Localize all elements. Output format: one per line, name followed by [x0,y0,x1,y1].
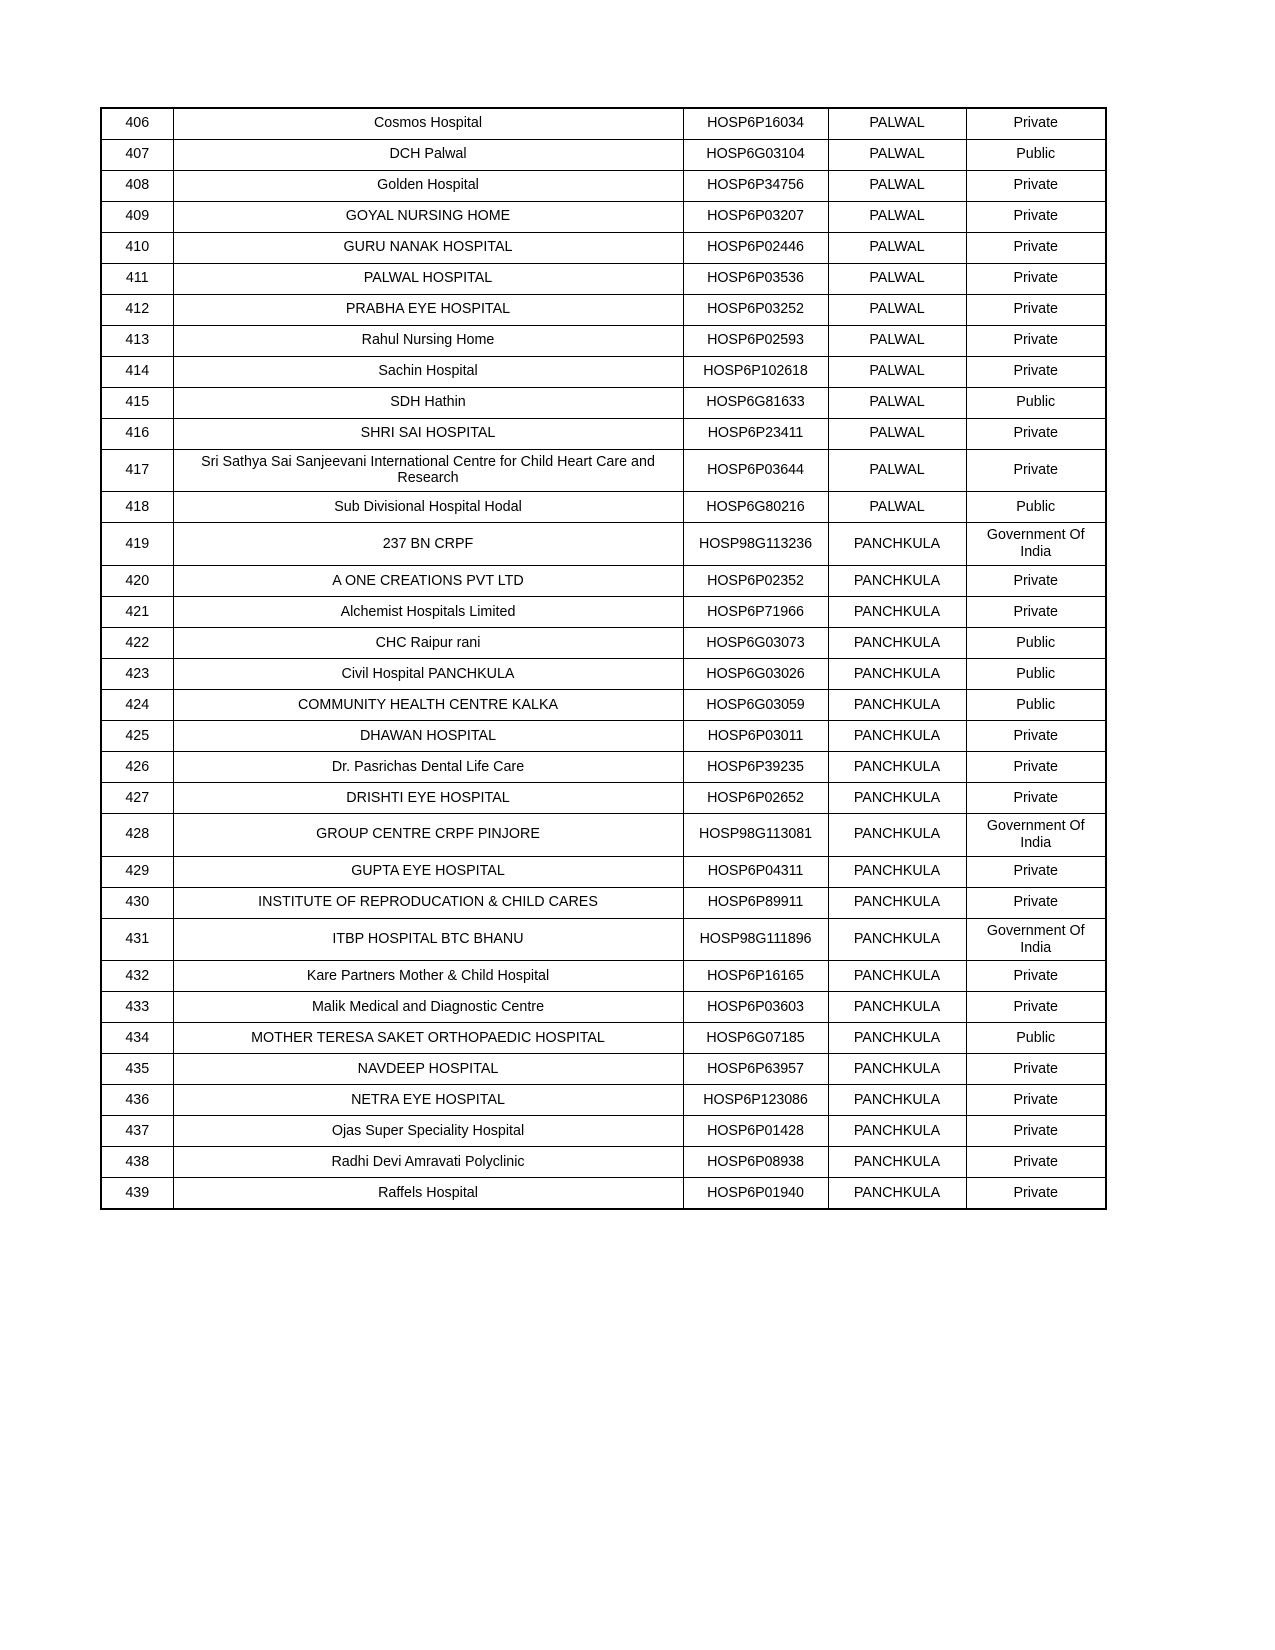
cell-hospital-code: HOSP6G03073 [683,627,828,658]
cell-hospital-name: Malik Medical and Diagnostic Centre [173,992,683,1023]
cell-district: PANCHKULA [828,523,966,566]
cell-hospital-type: Public [966,492,1106,523]
cell-serial-number: 437 [101,1116,173,1147]
cell-hospital-name: DCH Palwal [173,139,683,170]
cell-hospital-code: HOSP6P01428 [683,1116,828,1147]
cell-hospital-name: Ojas Super Speciality Hospital [173,1116,683,1147]
cell-hospital-code: HOSP6P03207 [683,201,828,232]
cell-district: PANCHKULA [828,751,966,782]
cell-hospital-type: Government Of India [966,523,1106,566]
cell-hospital-code: HOSP98G113236 [683,523,828,566]
table-row [101,201,1106,232]
cell-serial-number: 439 [101,1178,173,1209]
table-row [101,720,1106,751]
cell-district: PANCHKULA [828,1023,966,1054]
table-row [101,449,1106,492]
table-row [101,918,1106,961]
cell-hospital-name: ITBP HOSPITAL BTC BHANU [173,918,683,961]
cell-hospital-type: Private [966,1178,1106,1209]
cell-hospital-name: Sri Sathya Sai Sanjeevani International Centre for Child Heart Care and Research [173,449,683,492]
cell-serial-number: 436 [101,1085,173,1116]
table-row [101,356,1106,387]
table-row [101,139,1106,170]
table-row [101,1023,1106,1054]
cell-hospital-type: Private [966,263,1106,294]
cell-district: PANCHKULA [828,1085,966,1116]
cell-hospital-type: Private [966,170,1106,201]
cell-district: PANCHKULA [828,992,966,1023]
cell-serial-number: 438 [101,1147,173,1178]
cell-hospital-type: Private [966,961,1106,992]
cell-hospital-name: GUPTA EYE HOSPITAL [173,856,683,887]
cell-hospital-name: SDH Hathin [173,387,683,418]
cell-serial-number: 420 [101,565,173,596]
cell-serial-number: 430 [101,887,173,918]
cell-hospital-name: INSTITUTE OF REPRODUCATION & CHILD CARES [173,887,683,918]
cell-hospital-code: HOSP98G113081 [683,813,828,856]
cell-district: PANCHKULA [828,856,966,887]
hospital-table-body [101,108,1106,1209]
cell-hospital-type: Private [966,201,1106,232]
cell-district: PALWAL [828,108,966,139]
cell-serial-number: 423 [101,658,173,689]
cell-serial-number: 407 [101,139,173,170]
table-row [101,1116,1106,1147]
cell-serial-number: 408 [101,170,173,201]
cell-hospital-code: HOSP6P16165 [683,961,828,992]
cell-serial-number: 414 [101,356,173,387]
cell-hospital-type: Private [966,325,1106,356]
cell-hospital-code: HOSP6P02352 [683,565,828,596]
cell-district: PANCHKULA [828,961,966,992]
cell-hospital-type: Private [966,418,1106,449]
cell-hospital-name: Dr. Pasrichas Dental Life Care [173,751,683,782]
cell-serial-number: 417 [101,449,173,492]
table-row [101,108,1106,139]
cell-serial-number: 406 [101,108,173,139]
cell-serial-number: 416 [101,418,173,449]
table-row [101,170,1106,201]
cell-hospital-code: HOSP6G03059 [683,689,828,720]
cell-district: PANCHKULA [828,1178,966,1209]
cell-serial-number: 418 [101,492,173,523]
table-row [101,856,1106,887]
hospital-table [100,107,1107,1210]
cell-hospital-name: Rahul Nursing Home [173,325,683,356]
cell-serial-number: 421 [101,596,173,627]
cell-hospital-name: 237 BN CRPF [173,523,683,566]
cell-hospital-code: HOSP6P03603 [683,992,828,1023]
cell-serial-number: 411 [101,263,173,294]
cell-hospital-name: DHAWAN HOSPITAL [173,720,683,751]
cell-hospital-code: HOSP6P03536 [683,263,828,294]
cell-hospital-type: Public [966,689,1106,720]
cell-hospital-name: CHC Raipur rani [173,627,683,658]
table-row [101,387,1106,418]
cell-hospital-code: HOSP6G03104 [683,139,828,170]
cell-hospital-code: HOSP6P123086 [683,1085,828,1116]
table-row [101,992,1106,1023]
cell-hospital-name: NETRA EYE HOSPITAL [173,1085,683,1116]
table-row [101,813,1106,856]
cell-hospital-type: Private [966,782,1106,813]
cell-hospital-type: Private [966,856,1106,887]
cell-district: PANCHKULA [828,918,966,961]
cell-hospital-name: GROUP CENTRE CRPF PINJORE [173,813,683,856]
table-row [101,627,1106,658]
cell-hospital-name: A ONE CREATIONS PVT LTD [173,565,683,596]
cell-hospital-code: HOSP6P34756 [683,170,828,201]
cell-hospital-code: HOSP6P71966 [683,596,828,627]
cell-hospital-name: NAVDEEP HOSPITAL [173,1054,683,1085]
cell-hospital-code: HOSP6P102618 [683,356,828,387]
cell-district: PANCHKULA [828,565,966,596]
cell-hospital-type: Private [966,1054,1106,1085]
cell-hospital-code: HOSP6P02446 [683,232,828,263]
cell-district: PALWAL [828,387,966,418]
cell-district: PANCHKULA [828,1116,966,1147]
table-row [101,325,1106,356]
table-row [101,1085,1106,1116]
cell-hospital-type: Government Of India [966,918,1106,961]
cell-district: PANCHKULA [828,1147,966,1178]
cell-hospital-name: Alchemist Hospitals Limited [173,596,683,627]
hospital-table-container [100,107,1105,1210]
cell-serial-number: 424 [101,689,173,720]
cell-hospital-name: DRISHTI EYE HOSPITAL [173,782,683,813]
table-row [101,751,1106,782]
cell-hospital-type: Public [966,1023,1106,1054]
cell-serial-number: 427 [101,782,173,813]
cell-serial-number: 432 [101,961,173,992]
cell-hospital-name: Radhi Devi Amravati Polyclinic [173,1147,683,1178]
cell-hospital-code: HOSP6P63957 [683,1054,828,1085]
cell-hospital-name: Sachin Hospital [173,356,683,387]
cell-hospital-code: HOSP6G81633 [683,387,828,418]
cell-hospital-code: HOSP6P08938 [683,1147,828,1178]
cell-serial-number: 415 [101,387,173,418]
cell-hospital-code: HOSP6P16034 [683,108,828,139]
table-row [101,596,1106,627]
cell-district: PALWAL [828,325,966,356]
cell-district: PALWAL [828,294,966,325]
cell-hospital-name: GURU NANAK HOSPITAL [173,232,683,263]
cell-district: PANCHKULA [828,720,966,751]
cell-hospital-code: HOSP98G111896 [683,918,828,961]
cell-district: PANCHKULA [828,813,966,856]
cell-hospital-code: HOSP6G03026 [683,658,828,689]
cell-hospital-type: Private [966,294,1106,325]
cell-hospital-name: PALWAL HOSPITAL [173,263,683,294]
cell-hospital-code: HOSP6P02593 [683,325,828,356]
cell-serial-number: 434 [101,1023,173,1054]
cell-hospital-type: Government Of India [966,813,1106,856]
cell-district: PANCHKULA [828,658,966,689]
cell-hospital-name: Sub Divisional Hospital Hodal [173,492,683,523]
cell-district: PANCHKULA [828,627,966,658]
table-row [101,961,1106,992]
table-row [101,492,1106,523]
cell-serial-number: 426 [101,751,173,782]
table-row [101,523,1106,566]
table-row [101,1054,1106,1085]
cell-hospital-type: Private [966,887,1106,918]
cell-district: PANCHKULA [828,689,966,720]
cell-serial-number: 428 [101,813,173,856]
cell-hospital-name: Raffels Hospital [173,1178,683,1209]
cell-hospital-code: HOSP6G80216 [683,492,828,523]
cell-district: PANCHKULA [828,782,966,813]
cell-hospital-name: COMMUNITY HEALTH CENTRE KALKA [173,689,683,720]
cell-hospital-code: HOSP6P89911 [683,887,828,918]
cell-hospital-type: Private [966,1085,1106,1116]
cell-hospital-type: Private [966,720,1106,751]
table-row [101,232,1106,263]
cell-hospital-name: GOYAL NURSING HOME [173,201,683,232]
cell-hospital-code: HOSP6P02652 [683,782,828,813]
table-row [101,658,1106,689]
cell-hospital-code: HOSP6P01940 [683,1178,828,1209]
cell-hospital-code: HOSP6P03252 [683,294,828,325]
cell-hospital-type: Private [966,751,1106,782]
cell-hospital-type: Private [966,356,1106,387]
cell-district: PALWAL [828,449,966,492]
cell-hospital-name: MOTHER TERESA SAKET ORTHOPAEDIC HOSPITAL [173,1023,683,1054]
cell-serial-number: 409 [101,201,173,232]
cell-hospital-name: PRABHA EYE HOSPITAL [173,294,683,325]
cell-district: PALWAL [828,418,966,449]
cell-hospital-code: HOSP6P23411 [683,418,828,449]
cell-district: PALWAL [828,492,966,523]
cell-hospital-type: Private [966,596,1106,627]
cell-hospital-name: Cosmos Hospital [173,108,683,139]
cell-district: PALWAL [828,232,966,263]
cell-hospital-type: Private [966,565,1106,596]
cell-hospital-code: HOSP6G07185 [683,1023,828,1054]
cell-serial-number: 413 [101,325,173,356]
cell-hospital-name: Golden Hospital [173,170,683,201]
cell-district: PALWAL [828,356,966,387]
table-row [101,263,1106,294]
cell-serial-number: 419 [101,523,173,566]
cell-serial-number: 425 [101,720,173,751]
table-row [101,689,1106,720]
cell-district: PALWAL [828,170,966,201]
table-row [101,1178,1106,1209]
cell-hospital-type: Public [966,627,1106,658]
cell-hospital-code: HOSP6P39235 [683,751,828,782]
table-row [101,565,1106,596]
cell-district: PANCHKULA [828,596,966,627]
cell-hospital-type: Private [966,108,1106,139]
cell-serial-number: 410 [101,232,173,263]
cell-hospital-type: Private [966,449,1106,492]
cell-district: PALWAL [828,201,966,232]
cell-serial-number: 431 [101,918,173,961]
cell-hospital-type: Private [966,1116,1106,1147]
cell-district: PALWAL [828,139,966,170]
cell-serial-number: 429 [101,856,173,887]
cell-serial-number: 412 [101,294,173,325]
cell-district: PANCHKULA [828,887,966,918]
cell-hospital-name: SHRI SAI HOSPITAL [173,418,683,449]
cell-hospital-type: Public [966,387,1106,418]
cell-hospital-code: HOSP6P04311 [683,856,828,887]
table-row [101,1147,1106,1178]
cell-district: PALWAL [828,263,966,294]
cell-serial-number: 422 [101,627,173,658]
cell-hospital-type: Private [966,1147,1106,1178]
table-row [101,294,1106,325]
table-row [101,782,1106,813]
cell-hospital-code: HOSP6P03011 [683,720,828,751]
cell-serial-number: 435 [101,1054,173,1085]
table-row [101,887,1106,918]
cell-hospital-type: Public [966,658,1106,689]
cell-hospital-type: Private [966,992,1106,1023]
cell-hospital-name: Kare Partners Mother & Child Hospital [173,961,683,992]
cell-hospital-type: Private [966,232,1106,263]
cell-hospital-code: HOSP6P03644 [683,449,828,492]
cell-serial-number: 433 [101,992,173,1023]
table-row [101,418,1106,449]
cell-district: PANCHKULA [828,1054,966,1085]
cell-hospital-name: Civil Hospital PANCHKULA [173,658,683,689]
cell-hospital-type: Public [966,139,1106,170]
